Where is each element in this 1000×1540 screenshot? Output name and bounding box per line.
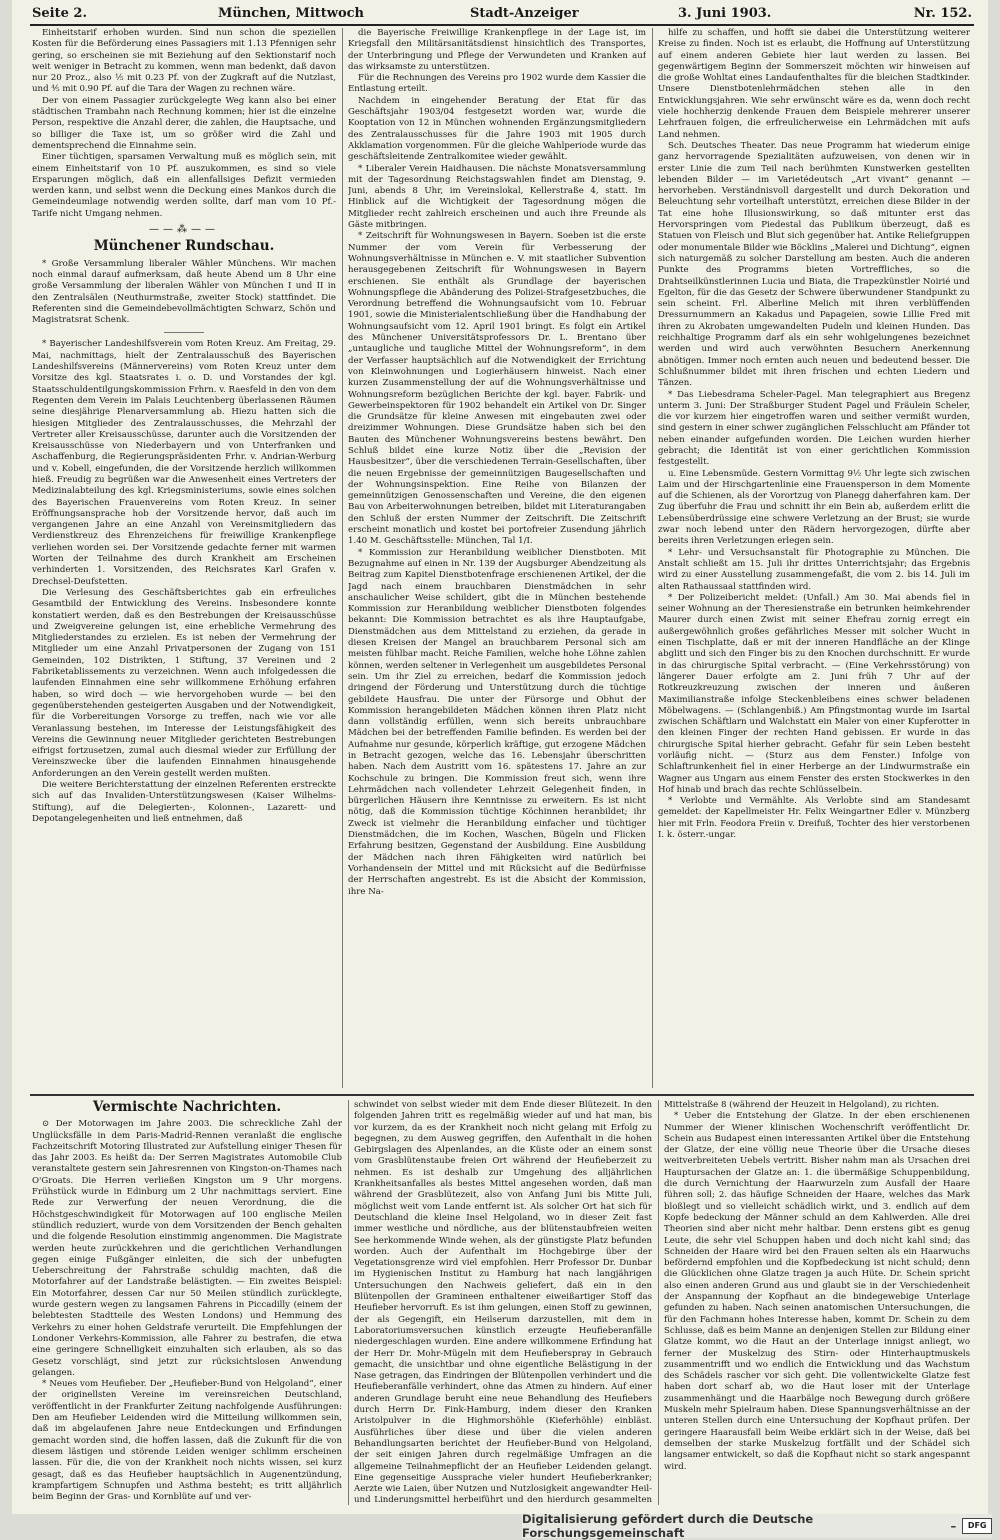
paragraph: * Ueber die Entstehung der Glatze. In der eben erschienenen Nummer der Wiener klinischen Wochenschrift veröffentlicht Dr. Schein aus Budapest einen interessanten Artikel über die Entstehung der Glatze, der eine völlig neue Theorie über die Ursache dieses weitverbreiteten Uebels vertritt. Bisher nahm man als Ursachen drei Hauptursachen der Glatze an: 1. die übermäßige Schuppenbildung, die durch Vernichtung der Haarwurzeln zum Ausfall der Haare führen soll; 2. das häufige Schneiden der Haare, welches das Mark bloßlegt und so vielleicht schädlich wirkt, und 3. endlich auf dem Kopfe bedeckung der Männer schuld an dem Kahlwerden. Alle drei Theorien sind aber nicht mehr haltbar. Denn erstens gibt es genug Leute, die sehr viel Schuppen haben und doch nicht kahl sind; das Schneiden der Haare wird bei den Frauen selten als ein Haarwuchs befördernd empfohlen und die Kopfbedeckung ist nicht schuld; denn die Glücklichen ohne Glatze tragen ja auch Hüte. Dr. Schein spricht also einen anderen Grund aus und glaubt sie in der Verschiedenheit der Anspannung der Kopfhaut an die bindegewebige Unterlage gefunden zu haben. Nach seinen anatomischen Untersuchungen, die für den Fachmann hohes Interesse haben, kommt Dr. Schein zu dem Schlusse, daß es beim Manne an denjenigen Stellen zur Bildung einer Glatze kommt, wo die Haut an der Unterlage innigst anliegt, wo ferner der Muskelzug des Stirn- oder Hinterhauptmuskels zusammentrifft und wo endlich die Entwicklung und das Wachstum des Schädels rascher vor sich geht. Die vollentwickelte Glatze fest haben dort scharf ab, wo die Haut loser mit der Unterlage zusammenhängt und die Haarbälge noch Bewegung durch größere Muskeln mehr Spielraum haben. Diese Spannungsverhältnisse an der unteren Stellen durch eine Untersuchung der Kopfhaut prüfen. Der geringere Haarausfall beim Weibe erklärt sich in der Weise, daß bei demselben der starke Muskelzug fortfällt und der Schädel sich langsamer entwickelt, so daß die Kopfhaut nicht so stark angespannt wird.: [664, 1111, 970, 1473]
bottom-column-3: [664, 1100, 970, 1505]
paragraph: * Kommission zur Heranbildung weiblicher Dienstboten. Mit Bezugnahme auf einen in Nr. 139 der Augsburger Abendzeitung als Beitrag zum Kapitel Dienstbotenfrage erschienenen Artikel, der die Jagd nach einem brauchbaren Dienstmädchen in sehr anschaulicher Weise schildert, gibt die in München bestehende Kommission zur Heranbildung weiblicher Dienstboten folgendes bekannt: Die Kommission betrachtet es als ihre Hauptaufgabe, Dienstmädchen aus dem Mittelstand zu erziehen, da gerade in diesen Kreisen der Mangel an brauchbarem Personal sich am meisten fühlbar macht. Reiche Familien, welche hohe Löhne zahlen können, werden seltener in Verlegenheit um ausgebildetes Personal sein. Um ihr Ziel zu erreichen, bedarf die Kommission jedoch dringend der Förderung und Unterstützung durch die tüchtige gebildete Hausfrau. Die unter der Fürsorge und Obhut der Kommission herangebildeten Mädchen können ihren Platz nicht dann vollständig erfüllen, wenn sich bereits unbrauchbare Mädchen bei der betreffenden Familie befinden. Es werden bei der Aufnahme nur gesunde, körperlich kräftige, gut erzogene Mädchen in Betracht gezogen, welche das 16. Lebensjahr überschritten haben. Nach dem Austritt vom 16. spätestens 17. Jahre an zur Kochschule zu bringen. Die Kommission freut sich, wenn ihre Lehrmädchen nach vollendeter Lehrzeit Gelegenheit finden, in bürgerlichen Häusern ihre Kenntnisse zu erweitern. Es ist nicht nötig, daß die Kommission tüchtige Köchinnen heranbildet; ihr Zweck ist vielmehr die Heranbildung einfacher und tüchtiger Dienstmädchen, die im Kochen, Waschen, Bügeln und Flicken Erfahrung besitzen, Gegenstand der Ausbildung. Eine Ausbildung der Mädchen nach ihren Fähigkeiten wird natürlich bei Vorhandensein der Mittel und mit Rücksicht auf die Bedürfnisse der Herrschaften angestrebt. Es ist die Absicht der Kommission, ihre Na-: [348, 548, 646, 898]
paragraph: u. Eine Lebensmüde. Gestern Vormittag 9½ Uhr legte sich zwischen Laim und der Hirschgartenlinie eine Frauensperson in dem Momente auf die Schienen, als der Vorortzug von Planegg daherfahren kam. Der Zug überfuhr die Frau und schnitt ihr ein Bein ab, außerdem erlitt die Lebensüberdrüssige eine schwere Verletzung an der Brust; sie wurde zwar noch lebend unter den Rädern hervorgezogen, dürfte aber bereits ihren Verletzungen erlegen sein.: [658, 469, 970, 548]
paragraph: Einheitstarif erhoben wurden. Sind nun schon die speziellen Kosten für die Beförderung eines Passagiers mit 1.13 Pfennigen sehr gering, so erscheinen sie mit Beziehung auf den Sektionstarif noch weit weniger in Betracht zu kommen, wenn man bedenkt, daß davon nur 20 Proz., also ⅕ mit 0.23 Pf. von der Zugkraft auf die Nutzlast, und ⅘ mit 0.90 Pf. auf die Tara der Wagen zu rechnen wäre.: [32, 28, 336, 96]
paragraph: * Der Polizeibericht meldet: (Unfall.) Am 30. Mai abends fiel in seiner Wohnung an der Theresienstraße ein betrunken heimkehrender Maurer durch einen Zwist mit seiner Ehefrau zornig erregt ein außergewöhnlich großes gefährliches Messer mit solcher Wucht in einen Tischplatte, daß er mit der inneren Handfläche an der Klinge abglitt und sich den Finger bis zu den Knochen durchschnitt. Er wurde in das chirurgische Spital verbracht. — (Eine Verkehrsstörung) von längerer Dauer erfolgte am 2. Juni früh 7 Uhr auf der Rotkreuzkreuzung zwischen der inneren und äußeren Maximilianstraße infolge Steckenbleibens eines schwer beladenen Möbelwagens. — (Schlangenbiß.) Am Pfingstmontag wurde im Isartal zwischen Schäftlarn und Walchstatt ein Maler von einer Kupferotter in den kleinen Finger der rechten Hand gebissen. Er wurde in das chirurgische Spital hierher gebracht. Gefahr für sein Leben besteht vorläufig nicht. — (Sturz aus dem Fenster.) Infolge von Schlaftrunkenheit fiel in einer Herberge an der Lindwurmstraße ein Wagner aus Ungarn aus einem Fenster des ersten Stockwerkes in den Hof hinab und brach das rechte Schlüsselbein.: [658, 593, 970, 796]
column-1: [32, 28, 336, 1088]
column-rule: [658, 1100, 659, 1505]
paragraph: Der von einem Passagier zurückgelegte Weg kann also bei einer städtischen Trambahn nach Rechnung kommen; hier ist die einzelne Person, respektive die Anzahl derer, die zahlen, die Hauptsache, und so billiger die Taxe ist, um so größer wird die Zahl und dementsprechend die Einnahme sein.: [32, 96, 336, 152]
page-number: Seite 2.: [32, 6, 87, 21]
paragraph: * Das Liebesdrama Scheler-Pagel. Man telegraphiert aus Bregenz unterm 3. Juni: Der Straßburger Student Pagel und Fräulein Scheler, die vor kurzem hier eingetroffen waren und seither vermißt wurden, sind gestern in einer schwer zugänglichen Felsschlucht am Pfänder tot neben einander aufgefunden worden. Die Leichen wurden hierher gebracht; die Identität ist von einer gerichtlichen Kommission festgestellt.: [658, 390, 970, 469]
column-rule: [348, 1100, 349, 1505]
separator: [164, 332, 204, 333]
paragraph: * Liberaler Verein Haidhausen. Die nächste Monatsversammlung mit der Tagesordnung Reichstagswahlen findet am Dienstag, 9. Juni, abends 8 Uhr, im Vereinslokal, Kellerstraße 4, statt. Im Hinblick auf die Wichtigkeit der Tagesordnung mögen die Mitglieder recht zahlreich erscheinen und auch ihre Freunde als Gäste mitbringen.: [348, 164, 646, 232]
paragraph: ⊙ Der Motorwagen im Jahre 2003. Die schreckliche Zahl der Unglücksfälle in dem Paris-Madrid-Rennen veranlaßt die englische Fachzeitschrift Motoring Illustrated zur Aufstellung einiger Thesen für das Jahr 2003. Es heißt da: Der Serren Magistrates Automobile Club veranstaltete gestern sein Jahresrennen von Kingston-on-Thames nach O'Groats. Die Herren verließen Kingston um 9 Uhr morgens. Frühstück wurde in Edinburg um 2 Uhr nachmittags serviert. Eine Rede zur Verwerfung der neuen Verordnung, die die Höchstgeschwindigkeit für Motorwagen auf 100 englische Meilen stündlich reduziert, wurde von dem Vorsitzenden der Bench gehalten und die folgende Resolution einstimmig angenommen. Die Magistrate werden heute zurückkehren und die gerichtlichen Verhandlungen gegen einige Fußgänger einleiten, die sich der unbefugten Ueberschreitung der Fahrstraße schuldig machten, daß die Motorfahrer auf der Landstraße belästigten. — Ein zweites Beispiel: Ein Motorfahrer, dessen Car nur 50 Meilen stündlich zurücklegte, wurde gestern wegen zu langsamen Fahrens in Piccadilly (einem der belebtesten Stadtteile des Westen Londons) und Hemmung des Verkehrs zu einer hohen Geldstrafe verurteilt. Die Empfehlungen der Londoner Verkehrs-Kommission, alle Fahrer zu bestrafen, die etwa eine geringere Schnelligkeit einzuhalten sich erlauben, als so das Gesetz vorschlägt, sind jetzt zur rücksichtslosen Anwendung gelangen.: [32, 1119, 342, 1379]
section-title-vermischte-nachrichten: Vermischte Nachrichten.: [32, 1102, 342, 1113]
column-rule: [342, 28, 343, 1088]
digitization-footer: Digitalisierung gefördert durch die Deutsche Forschungsgemeinschaft – DFG: [522, 1514, 992, 1538]
paragraph: * Große Versammlung liberaler Wähler Münchens. Wir machen noch einmal darauf aufmerksam, daß heute Abend um 8 Uhr eine große Versammlung der liberalen Wähler von München I und II in den Zentralsälen (Neuthurmstraße, zweiter Stock) stattfindet. Die Referenten sind die Gemeindebevollmächtigten Schwarz, Schön und Magistratsrat Schenk.: [32, 259, 336, 327]
paragraph: Die weitere Berichterstattung der einzelnen Referenten erstreckte sich auf das Invaliden-Unterstützungswesen (Kaiser Wilhelms-Stiftung), auf die Delegierten-, Kolonnen-, Lazarett- und Depotangelegenheiten und ließ entnehmen, daß: [32, 780, 336, 825]
column-3: [658, 28, 970, 1088]
section-title-muenchener-rundschau: Münchener Rundschau.: [32, 241, 336, 252]
paragraph: * Lehr- und Versuchsanstalt für Photographie zu München. Die Anstalt schließt am 15. Juli ihr drittes Unterrichtsjahr; das Ergebnis wird zu einer Ausstellung zusammengefaßt, die vom 2. bis 14. Juli im alten Rathaussaal stattfinden wird.: [658, 548, 970, 593]
paragraph: Die Verlesung des Geschäftsberichtes gab ein erfreuliches Gesamtbild der Entwicklung des Vereins. Insbesondere konnte konstatiert werden, daß es den Bestrebungen der Kreisausschüsse und Zweigvereine gelungen ist, eine erhebliche Vermehrung des Mitgliederstandes zu erzielen. Es ist neben der Vermehrung der Mitglieder um eine Anzahl Privatpersonen der Zugang von 151 Gemeinden, 102 Distrikten, 1 Stiftung, 37 Vereinen und 2 Fabriketablissements zu verzeichnen. Wenn auch infolgedessen die laufenden Einnahmen eine sehr willkommene Erhöhung erfahren haben, so wird doch — wie hervorgehoben wurde — bei den gegenüberstehenden gesteigerten Ausgaben und der Notwendigkeit, für die Vorbereitungen Vorsorge zu treffen, nach wie vor alle Veranlassung bestehen, im Interesse der Leistungsfähigkeit des Vereins die Gewinnung neuer Mitglieder gerichteten Bestrebungen eifrigst fortzusetzen, zumal auch diesmal wieder zur Erfüllung der Vereinszwecke über die laufenden Einnahmen hinausgehende Anforderungen an den Verein gestellt werden mußten.: [32, 588, 336, 780]
newspaper-name: Stadt-Anzeiger: [470, 6, 579, 21]
paragraph: Für die Rechnungen des Vereins pro 1902 wurde dem Kassier die Entlastung erteilt.: [348, 73, 646, 96]
paragraph: Sch. Deutsches Theater. Das neue Programm hat wiederum einige ganz hervorragende Spezialitäten aufzuweisen, von denen wir in erster Linie die zum Teil nach berühmten Kunstwerken gestellten lebenden Bilder — im Varietédeutsch „Art vivant“ genannt — hervorheben. Verständnisvoll dargestellt und durch Dekoration und Beleuchtung sehr vorteilhaft unterstützt, erreichen diese Bilder in der Tat eine hohe Illusionswirkung, so daß mitunter erst das Hervorspringen vom Piedestal das Publikum überzeugt, daß es Statuen von Fleisch und Blut sich gegenüber hat. Antike Reliefgruppen oder monumentale Bilder wie Böcklins „Malerei und Dichtung“, eignen sich naturgemäß zu solcher Darstellung am besten. Auch die anderen Punkte des Programms bieten Vortreffliches, so die Drahtseilkünstlerinnen Lucia und Biata, die Trapezkünstler Noirié und Egelton, für die das Gesetz der Schwere überwundener Standpunkt zu sein scheint. Frl. Alberline Melich mit ihren verblüffenden Dressurnummern an Kakadus und Papageien, sowie Lillie Fred mit ihren zu Akrobaten umgewandelten Pudeln und kleinen Hunden. Das reichhaltige Programm darf als ein sehr wohlgelungenes bezeichnet werden und wird auch verwöhnten Besuchern Anerkennung abnötigen. Immer noch ernten auch neuen und bedeutend besser. Die Schlußnummer bildet mit ihren frischen und echten Liedern und Tänzen.: [658, 141, 970, 390]
city-weekday: München, Mittwoch: [218, 6, 364, 21]
section-rule: [30, 1094, 974, 1096]
bottom-column-1: [32, 1100, 342, 1505]
dfg-logo-icon: DFG: [962, 1518, 992, 1534]
paragraph: * Bayerischer Landeshilfsverein vom Roten Kreuz. Am Freitag, 29. Mai, nachmittags, hielt der Zentralausschuß des Bayerischen Landeshilfsvereins (Männervereins) vom Roten Kreuz unter dem Vorsitze des kgl. Staatsrates i. o. D. und Vorstandes der kgl. Staatsschuldentilgungskommission Frhrn. v. Raesfeld in den von dem Regenten dem Verein im Palais Leuchtenberg überlassenen Räumen seine diesjährige Plenarversammlung ab. Hiezu hatten sich die hiesigen Mitglieder des Zentralausschusses, die Mehrzahl der Vertreter aller Kreisausschüsse, darunter auch die Vorsitzenden der Kreisausschüsse von Niederbayern und von Unterfranken und Aschaffenburg, die Regierungspräsidenten Frhr. v. Andrian-Werburg und v. Kobell, eingefunden, die der Vorsitzende herzlich willkommen hieß. Freudig zu begrüßen war die Anwesenheit eines Vertreters der Medizinalabteilung des kgl. Kriegsministeriums, sowie eines solchen des Bayerischen Frauenvereins vom Roten Kreuz. In seiner Eröffnungsansprache hob der Vorsitzende hervor, daß auch im vergangenen Jahre an eine Anzahl von Vereinsmitgliedern das Verdienstkreuz des Ehrenzeichens für freiwillige Krankenpflege verliehen worden sei. Der Vorsitzende gedachte ferner mit warmen Worten der Teilnahme des durch Krankheit am Erscheinen verhinderten 1. Vorsitzenden, des Reichsrates Karl Grafen v. Drechsel-Deufstetten.: [32, 339, 336, 588]
paragraph: Mittelstraße 8 (während der Heuzeit in Helgoland), zu richten.: [664, 1100, 970, 1111]
funding-note: Digitalisierung gefördert durch die Deutsche Forschungsgemeinschaft: [522, 1512, 945, 1540]
issue-date: 3. Juni 1903.: [678, 6, 771, 21]
bottom-column-2: [354, 1100, 652, 1505]
issue-number: Nr. 152.: [914, 6, 972, 21]
ornament-divider: ——⁂——: [32, 224, 336, 235]
paragraph: * Verlobte und Vermählte. Als Verlobte sind am Standesamt gemeldet: der Kapellmeister Hr. Felix Weingartner Edler v. Münzberg hier mit Frln. Feodora Freiin v. Dreifuß, Tochter des hier verstorbenen I. k. österr.-ungar.: [658, 796, 970, 841]
paragraph: hilfe zu schaffen, und hofft sie dabei die Unterstützung weiterer Kreise zu finden. Noch ist es erlaubt, die Hoffnung auf Unterstützung auf einem anderen Gebiete hier laut werden zu lassen. Bei gegenwärtigem Beginn der Sommerszeit möchten wir hinweisen auf die große Wohltat eines Landaufenthaltes für die bleichen Stadtkinder. Unsere Dienstbotenlehrmädchen stehen alle in den Entwicklungsjahren. Wie sehr erwünscht wäre es da, wenn doch recht viele hochherzig denkende Frauen dem Beispiele mehrerer unserer Lehrfrauen folgen, die erfreulicherweise ein Lehrmädchen mit aufs Land nehmen.: [658, 28, 970, 141]
paragraph: schwindet von selbst wieder mit dem Ende dieser Blütezeit. In den folgenden Jahren tritt es regelmäßig wieder auf und hat man, bis vor kurzem, da es der Krankheit noch nicht gelang mit Erfolg zu begegnen, zu dem Ausweg gegriffen, den Aufenthalt in die hohen Gebirgslagen des Alpenlandes, an die Küste oder an einem sonst vom Grasblütenstaube freien Ort während der Heufieberzeit zu nehmen. Es ist deshalb zur Umgehung des alljährlichen Krankheitsanfalles als bestes Mittel angesehen worden, daß man während der Grasblütezeit, also von Anfang Juni bis Mitte Juli, möglichst weit vom Lande entfernt ist. Als solcher Ort hat sich für Deutschland die kleine Insel Helgoland, wo in dieser Zeit fast immer westliche und nördliche, aus der blütenstaubfreien weiten See herkommende Winde wehen, als der günstigste Platz befunden worden. Auch der Aufenthalt im Hochgebirge über der Vegetationsgrenze wird viel empfohlen. Herr Professor Dr. Dunbar im Hygienischen Institut zu Hamburg hat nach langjährigen Untersuchungen den Nachweis geliefert, daß ein in den Blütenpollen der Gramineen enthaltener eiweißartiger Stoff das Heufieber hervorruft. Es ist ihm gelungen, einen Stoff zu gewinnen, der als Gegengift, ein Heilserum darzustellen, mit dem in Laboratoriumsversuchen künstlich erzeugte Heufieberanfälle niedergeschlagen wurden. Eine andere willkommene Erfindung hat der Herr Dr. Mohr-Mügeln mit dem Heufieberspray in Gebrauch gemacht, die unsichtbar und ohne eigentliche Belästigung in der Nase getragen, das Eindringen der Blütenpollen verhindert und die Heufieberanfälle verhindert, ohne das Atmen zu hindern. Auf einer anderen Grundlage beruht eine neue Behandlung des Heufiebers durch Herrn Dr. Fink-Hamburg, indem dieser den Kranken Aristolpulver in die Highmorshöhle (Kieferhöhle) einbläst. Ausführliches über diese und über die vielen anderen Behandlungsarten berichtet der Heufieber-Bund von Helgoland, der seit einigen Jahren durch regelmäßige Umfragen an die allgemeine Teilnahmepflicht der an Heufieber Leidenden gelangt. Eine gegenseitige Aussprache vieler hundert Heufieberkranker; Aerzte wie Laien, über Nutzen und Nutzlosigkeit angewandter Heil- und Linderungsmittel herbeiführt und den hierdurch gesammelten: [354, 1100, 652, 1505]
column-2: [348, 28, 646, 1088]
paragraph: * Neues vom Heufieber. Der „Heufieber-Bund von Helgoland“, einer der originellsten Vereine im vereinsreichen Deutschland, veröffentlicht in der Frankfurter Zeitung nachfolgende Ausführungen: Den am Heufieber Leidenden wird die Mitteilung willkommen sein, daß im abgelaufenen Jahre neue Entdeckungen und Erfindungen gemacht worden sind, die hoffen lassen, daß die Zukunft für die von diesem lästigen und störende Leiden weniger schlimm erscheinen lassen. Für die, die von der Krankheit noch nichts wissen, sei kurz gesagt, daß es das Heufieber hauptsächlich in Augenentzündung, krampfartigem Schnupfen und Asthma besteht; es tritt alljährlich beim Beginn der Gras- und Kornblüte auf und ver-: [32, 1379, 342, 1503]
paragraph: Nachdem in eingehender Beratung der Etat für das Geschäftsjahr 1903/04 festgesetzt worden war, wurde die Kooptation von 12 in München wohnenden Ergänzungsmitgliedern des Zentralausschusses für die Jahre 1903 mit 1905 durch Akklamation vorgenommen. Für die gleiche Wahlperiode wurde das geschäftsleitende Zentralkomitee wieder gewählt.: [348, 96, 646, 164]
page-header: [30, 4, 974, 26]
newspaper-page: [12, 0, 988, 1514]
paragraph: Einer tüchtigen, sparsamen Verwaltung muß es möglich sein, mit einem Einheitstarif von 10 Pf. auszukommen, es sind so viele Ersparungen möglich, daß ein allenfallsiges Defizit vermieden werden kann, und selbst wenn die Deckung eines Mankos durch die Gemeindeumlage notwendig werden sollte, darf man vom 10 Pf.-Tarife nicht Umgang nehmen.: [32, 152, 336, 220]
paragraph: die Bayerische Freiwillige Krankenpflege in der Lage ist, im Kriegsfall den Militärsanitätsdienst hinsichtlich des Transportes, der Unterbringung und Pflege der Verwundeten und Kranken auf das wirksamste zu unterstützen.: [348, 28, 646, 73]
paragraph: * Zeitschrift für Wohnungswesen in Bayern. Soeben ist die erste Nummer der vom Verein für Verbesserung der Wohnungsverhältnisse in München e. V. mit staatlicher Subvention herausgegebenen Zeitschrift für Wohnungswesen in Bayern erschienen. Sie enthält als Grundlage der bayerischen Wohnungspflege die Abänderung des Polizei-Strafgesetzbuches, die Verordnung betreffend die Wohnungsaufsicht vom 10. Februar 1901, sowie die Ministerialentschließung über die Handhabung der Wohnungsaufsicht vom 12. April 1901 bringt. Es folgt ein Artikel des Münchener Universitätsprofessors Dr. L. Brentano über „untaugliche und taugliche Mittel der Wohnungsreform“, in dem der Verfasser hauptsächlich auf die Notwendigkeit der Errichtung von Kleinwohnungen und Logierhäusern hinweist. Nach einer kurzen Zusammenstellung der auf die Wohnungsverhältnisse und Wohnungsreform bezüglichen Berichte der kgl. bayer. Fabrik- und Gewerbeinspektoren für 1902 behandelt ein Artikel von Dr. Singer die Grundsätze für kleine Anwesen mit eingebauten zwei oder dreizimmer Wohnungen. Diese Grundsätze haben sich bei den Bauten des Münchener Wohnungsvereins bestens bewährt. Den Schluß bildet eine kurze Notiz über die „Revision der Hausbesitzer“, über die verschiedenen Terrain-Gesellschaften, über die neuen Ergebnisse der gemeinnützigen Baugesellschaften und der Wohnungsinspektion. Eine Reihe von Bilanzen der gemeinnützigen Genossenschaften und Vereine, die den eigenen Bau von Arbeiterwohnungen betreiben, bildet mit Literaturangaben den Schluß der ersten Nummer der Zeitschrift. Die Zeitschrift erscheint monatlich und kostet bei portofreier Zusendung jährlich 1.40 M. Geschäftsstelle: München, Tal 1/I.: [348, 231, 646, 547]
column-rule: [652, 28, 653, 1088]
